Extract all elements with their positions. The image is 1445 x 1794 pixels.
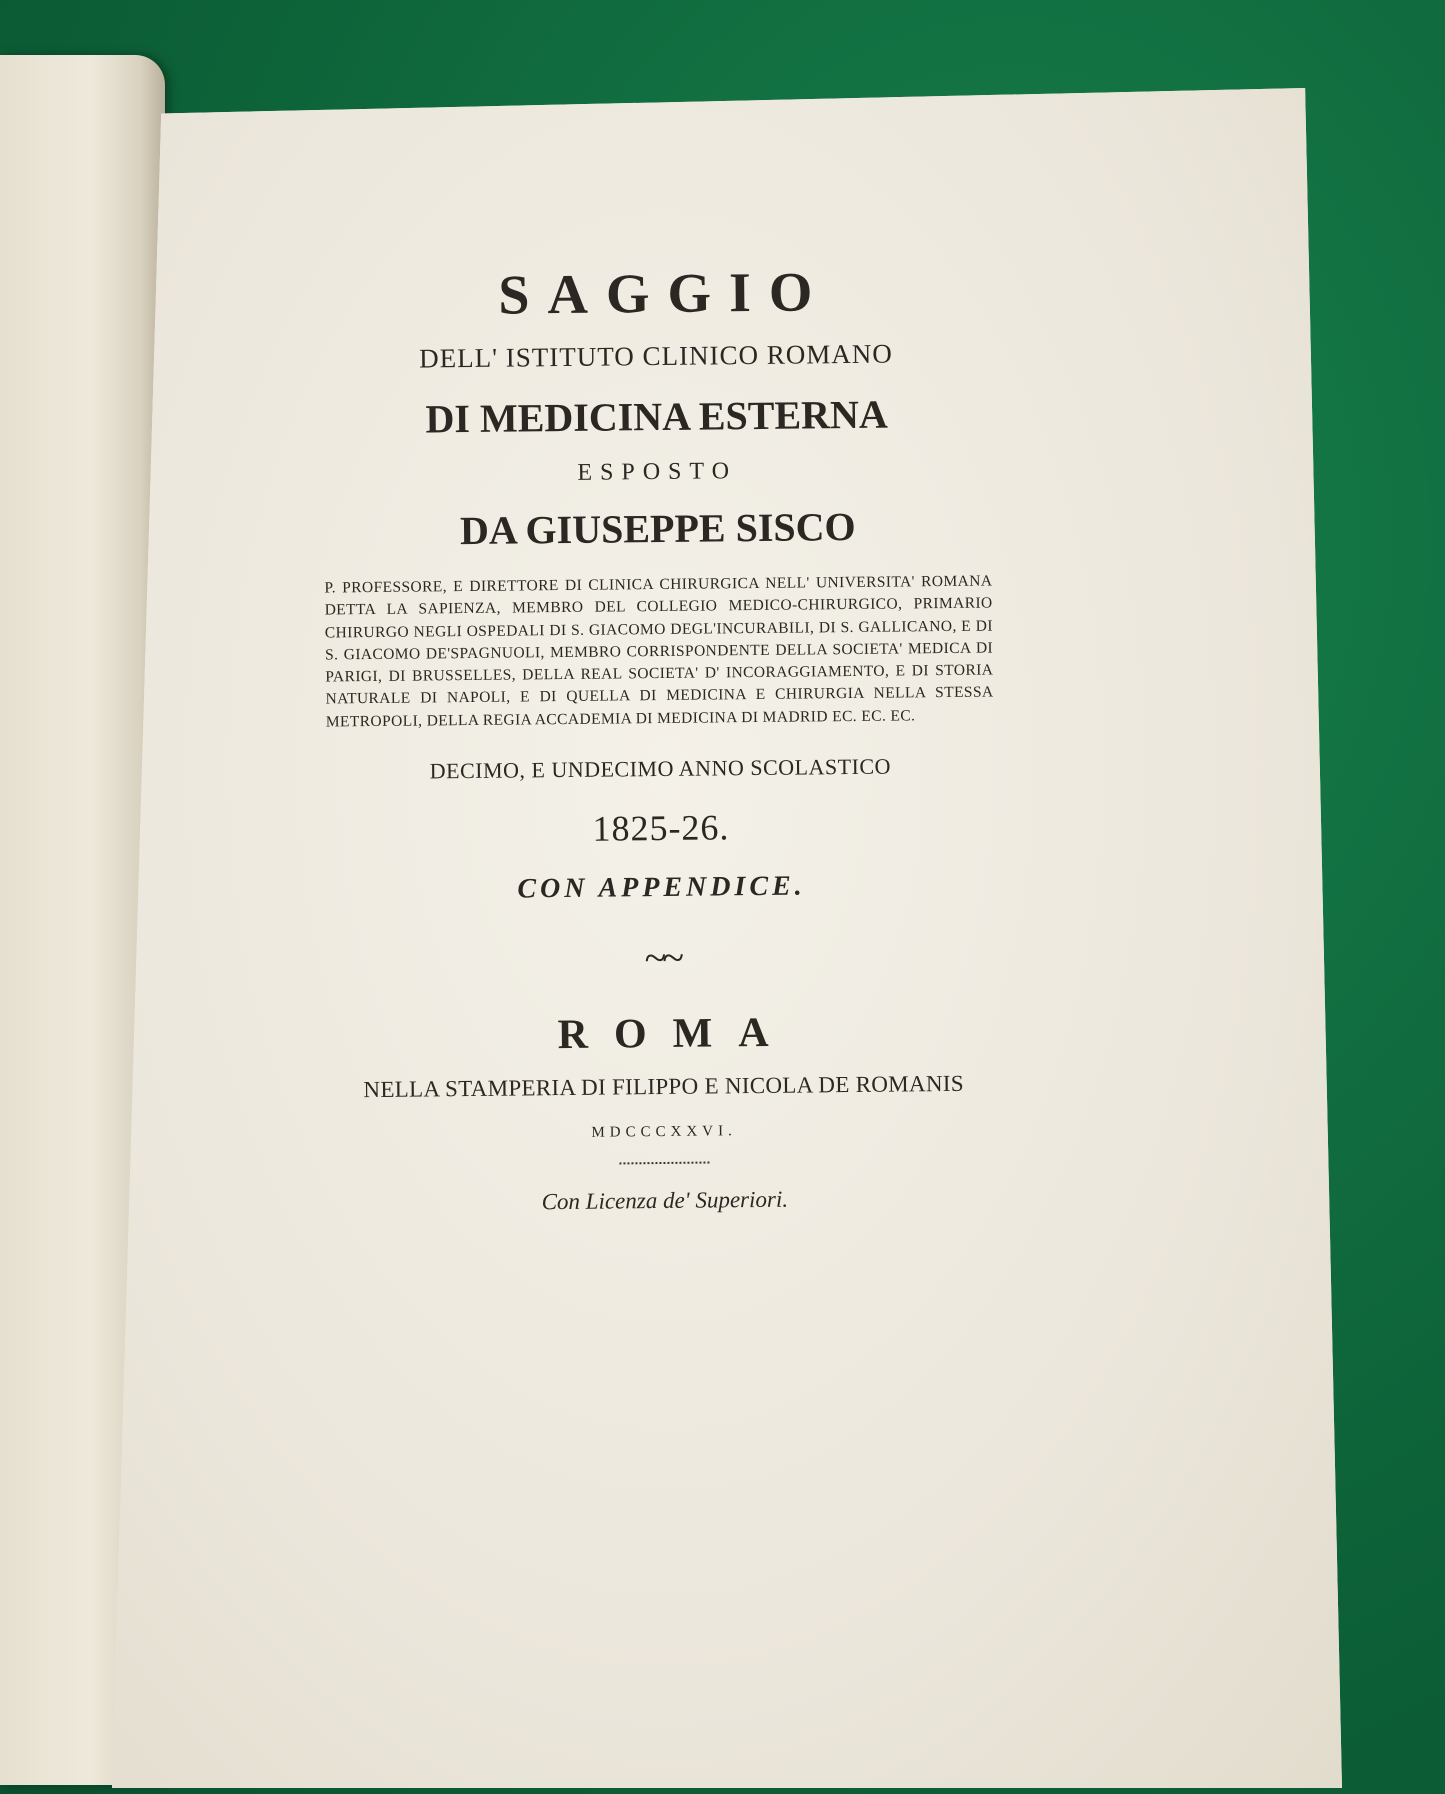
printer-line: NELLA STAMPERIA DI FILIPPO E NICOLA DE ROMANIS [363, 1070, 964, 1103]
author-line: DA GIUSEPPE SISCO [459, 503, 856, 554]
institute-line: DELL' ISTITUTO CLINICO ROMANO [419, 338, 893, 374]
ornament-divider: ~~ [644, 934, 681, 981]
academic-year-line: DECIMO, E UNDECIMO ANNO SCOLASTICO [429, 753, 892, 784]
license-line: Con Licenza de' Superiori. [541, 1186, 789, 1215]
roman-year-line: MDCCCXXVI. [591, 1123, 737, 1141]
appendix-line: CON APPENDICE. [517, 870, 806, 905]
city-line: ROMA [557, 1009, 795, 1059]
book-title: SAGGIO [498, 261, 831, 327]
subject-line: DI MEDICINA ESTERNA [425, 391, 889, 442]
esposto-line: ESPOSTO [577, 458, 738, 486]
author-credentials: P. PROFESSORE, E DIRETTORE DI CLINICA CHIRURGICA NELL' UNIVERSITA' ROMANA DETTA LA SAPIENZA, MEMBRO DEL COLLEGIO MEDICO-CHIRURGICO, PRIMARIO CHIRURGO NEGLI OSPEDALI DI S. GIACOMO DEGL'INCURABILI, DI S. GALLICANO, E DI S. GIACOMO DE'SPAGNUOLI, MEMBRO CORRISPONDENTE DELLA SOCIETA' MEDICA DI PARIGI, DI BRUSSELLES, DELLA REAL SOCIETA' D' INCORAGGIAMENTO, E DI STORIA NATURALE DI NAPOLI, E DI QUELLA DI MEDICINA E CHIRURGIA NELLA STESSA METROPOLI, DELLA REGIA ACCADEMIA DI MEDICINA DI MADRID EC. EC. EC. [324, 572, 994, 731]
year-line: 1825-26. [592, 807, 730, 849]
dotted-rule [619, 1162, 709, 1167]
title-page-text [295, 254, 1025, 1222]
